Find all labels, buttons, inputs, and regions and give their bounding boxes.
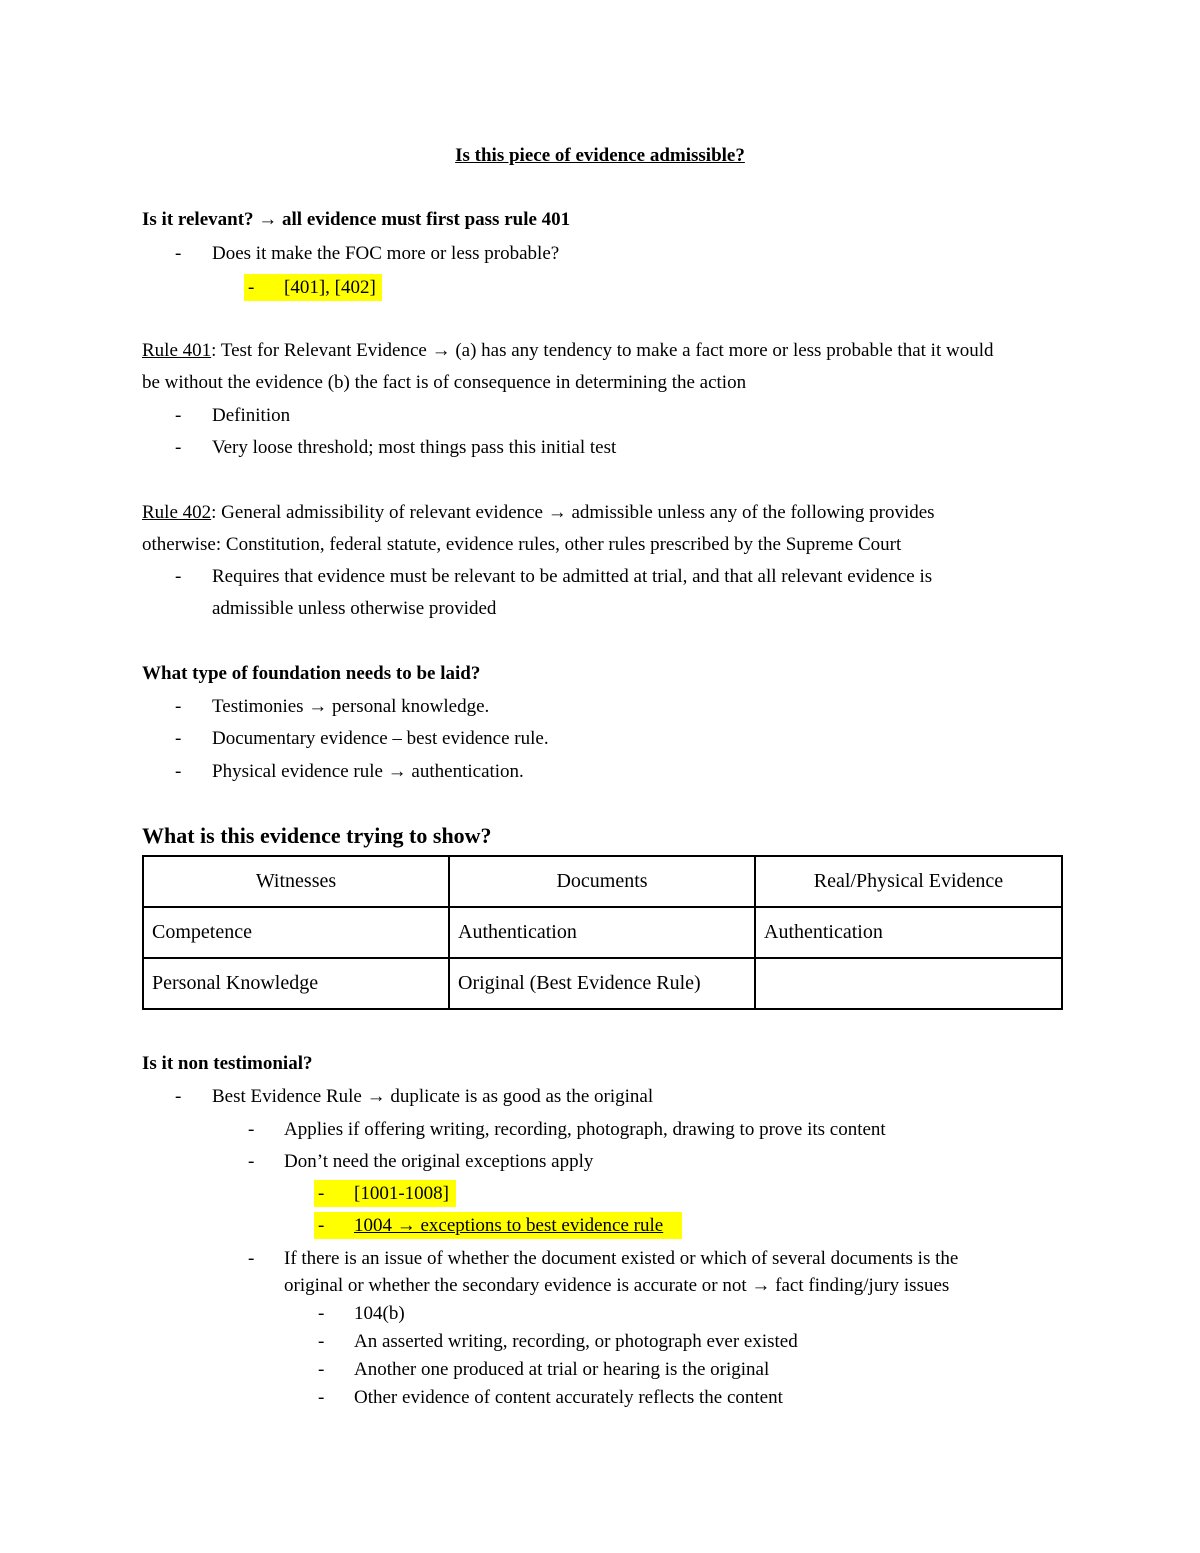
table-cell: Authentication [449,907,755,958]
bullet-dash: - [248,277,255,298]
bullet-dash: - [175,243,182,264]
foundation-bullet: Physical evidence rule → authentication. [212,761,524,782]
exception-item: 1004 → exceptions to best evidence rule [354,1215,664,1236]
foundation-heading: What type of foundation needs to be laid? [142,663,481,684]
table-row [143,958,1062,1009]
exception-item: [1001-1008] [354,1183,449,1204]
table-cell: Personal Knowledge [143,958,449,1009]
bullet-dash: - [175,761,182,782]
rule401-paragraph-line1 [142,341,993,360]
fact-finding-item: An asserted writing, recording, or photograph ever existed [354,1331,798,1352]
non-testimonial-subitem: Applies if offering writing, recording, photograph, drawing to prove its content [284,1119,886,1140]
bullet-dash: - [318,1303,325,1324]
bullet-dash: - [175,405,182,426]
non-testimonial-subitem: Don’t need the original exceptions apply [284,1151,594,1172]
trying-to-show-heading: What is this evidence trying to show? [142,823,492,848]
bullet-dash: - [248,1119,255,1140]
relevance-rule-refs: [401], [402] [284,277,376,298]
bullet-dash: - [318,1215,325,1236]
table-header-row [143,856,1062,907]
evidence-table [142,855,1063,1010]
rule402-text: : General admissibility of relevant evidence → admissible unless any of the following provides [211,502,935,523]
table-row [143,907,1062,958]
rule402-bullet-line2: admissible unless otherwise provided [212,598,497,619]
foundation-bullet: Testimonies → personal knowledge. [212,696,490,717]
rule401-paragraph-line2: be without the evidence (b) the fact is of consequence in determining the action [142,372,747,393]
foundation-bullet: Documentary evidence – best evidence rule. [212,728,549,749]
bullet-dash: - [175,696,182,717]
bullet-dash: - [175,1086,182,1107]
rule401-text: : Test for Relevant Evidence → (a) has any tendency to make a fact more or less probable that it would [211,340,994,361]
bullet-dash: - [318,1359,325,1380]
fact-finding-item: Another one produced at trial or hearing is the original [354,1359,770,1380]
bullet-dash: - [318,1331,325,1352]
bullet-dash: - [248,1248,255,1269]
rule402-paragraph-line1 [142,503,935,522]
bullet-dash: - [318,1387,325,1408]
table-cell: Competence [143,907,449,958]
bullet-dash: - [175,437,182,458]
rule402-paragraph-line2: otherwise: Constitution, federal statute, evidence rules, other rules prescribed by the Supreme Court [142,534,902,555]
bullet-dash: - [175,566,182,587]
rule402-bullet-line1: Requires that evidence must be relevant to be admitted at trial, and that all relevant evidence is [212,566,933,587]
bullet-dash: - [318,1183,325,1204]
relevance-heading: Is it relevant? → all evidence must first pass rule 401 [142,209,571,230]
rule401-label: Rule 401 [142,340,212,361]
non-testimonial-heading: Is it non testimonial? [142,1053,313,1074]
non-testimonial-item: Best Evidence Rule → duplicate is as good as the original [212,1086,654,1107]
table-cell: Authentication [755,907,1062,958]
table-cell [755,958,1062,1009]
table-header-cell: Witnesses [143,856,449,907]
rule402-label: Rule 402 [142,502,212,523]
relevance-item: Does it make the FOC more or less probable? [212,243,560,264]
table-cell: Original (Best Evidence Rule) [449,958,755,1009]
bullet-dash: - [248,1151,255,1172]
non-testimonial-subitem-line2: original or whether the secondary evidence is accurate or not → fact finding/jury issues [284,1275,950,1296]
table-header-cell: Documents [449,856,755,907]
table-header-cell: Real/Physical Evidence [755,856,1062,907]
rule401-bullet: Definition [212,405,291,426]
non-testimonial-subitem-line1: If there is an issue of whether the document existed or which of several documents is the [284,1248,959,1269]
fact-finding-item: 104(b) [354,1303,405,1324]
fact-finding-item: Other evidence of content accurately reflects the content [354,1387,783,1408]
bullet-dash: - [175,728,182,749]
rule401-bullet: Very loose threshold; most things pass this initial test [212,437,617,458]
page-title: Is this piece of evidence admissible? [455,145,745,166]
